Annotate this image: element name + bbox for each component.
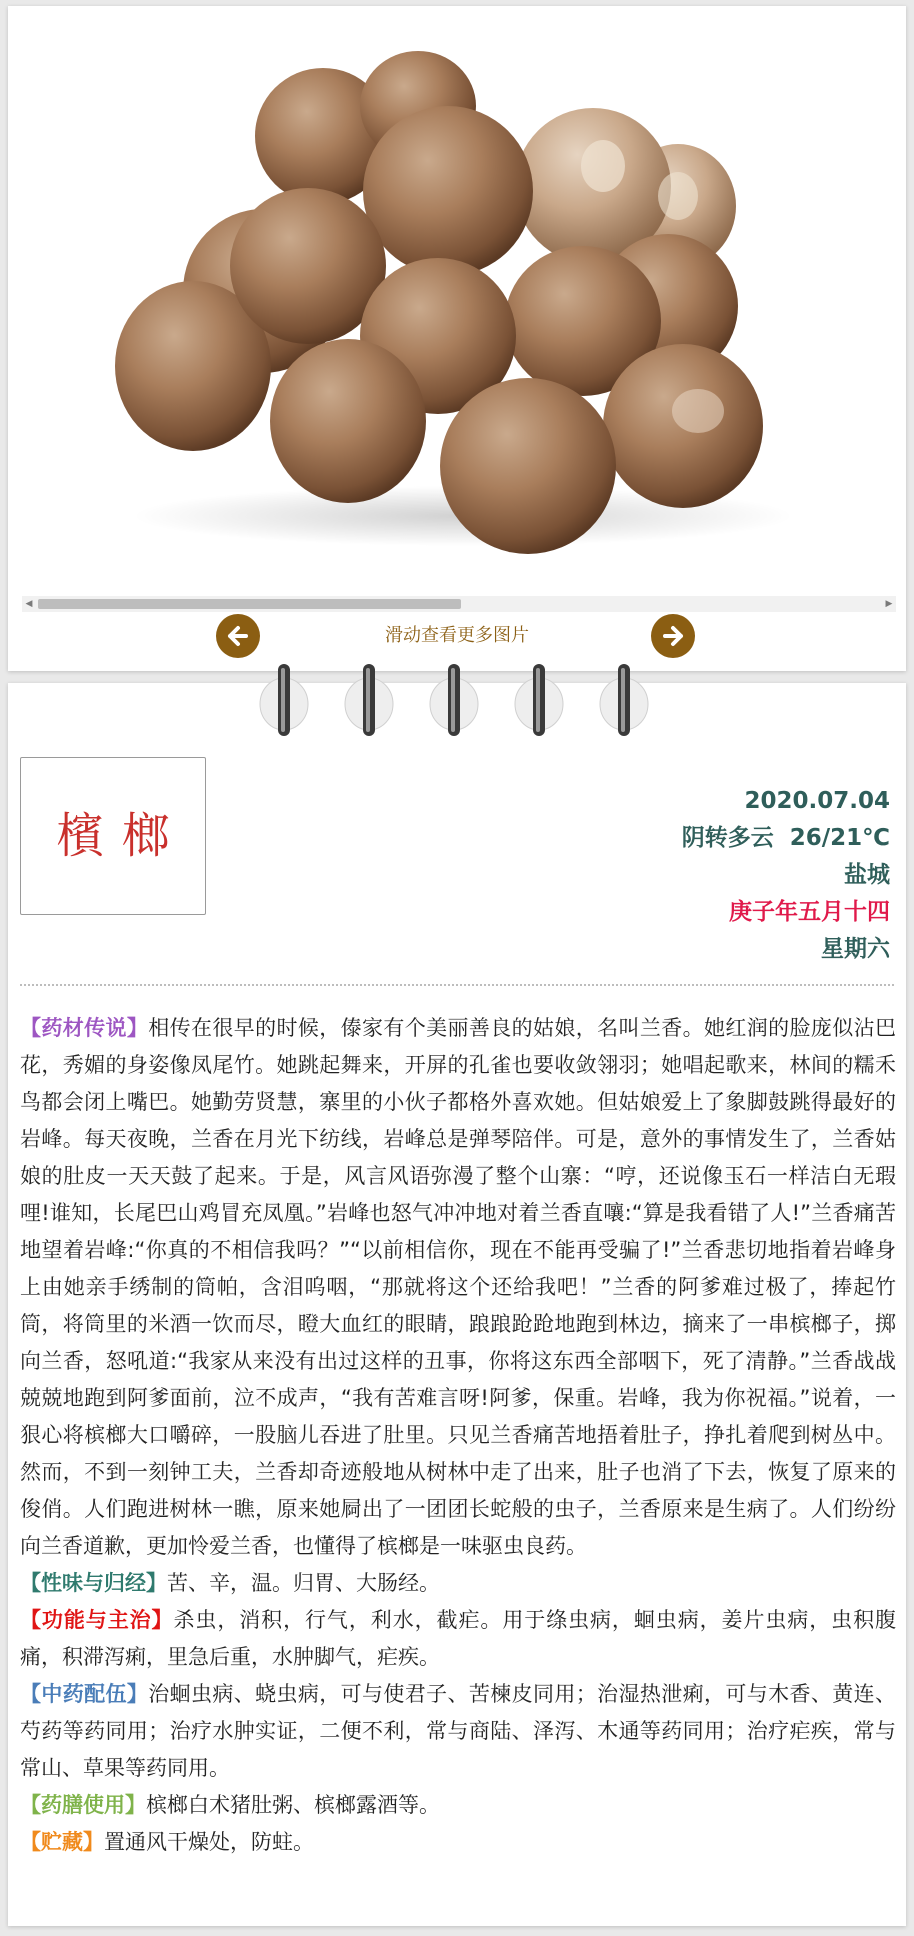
legend-section xyxy=(20,1010,896,1565)
image-carousel[interactable] xyxy=(18,16,896,591)
taste-section xyxy=(20,1565,896,1602)
herb-note-card xyxy=(8,683,906,1926)
storage-label: 【贮藏】 xyxy=(20,1830,104,1854)
combo-text: 治蛔虫病、蛲虫病，可与使君子、苦楝皮同用；治湿热泄痢，可与木香、黄连、芍药等药同用；治疗水肿实证，二便不利，常与商陆、泽泻、木通等药同用；治疗疟疾，常与常山、草果等药同用。 xyxy=(20,1682,896,1780)
function-text: 杀虫，消积，行气，利水，截疟。用于绦虫病，蛔虫病，姜片虫病，虫积腹痛，积滞泻痢，里急后重，水肿脚气，疟疾。 xyxy=(20,1608,897,1669)
arrow-right-icon xyxy=(662,625,684,647)
legend-text: 相传在很早的时候，傣家有个美丽善良的姑娘，名叫兰香。她红润的脸庞似沾巴花，秀媚的身姿像凤尾竹。她跳起舞来，开屏的孔雀也要收敛翎羽；她唱起歌来，林间的糯禾鸟都会闭上嘴巴。她勤劳贤慧，寨里的小伙子都格外喜欢她。但姑娘爱上了象脚鼓跳得最好的岩峰。每天夜晚，兰香在月光下纺线，岩峰总是弹琴陪伴。可是，意外的事情发生了，兰香姑娘的肚皮一天天鼓了起来。于是，风言风语弥漫了整个山寨：“哼，还说像玉石一样洁白无瑕哩!谁知，长尾巴山鸡冒充凤凰。”岩峰也怒气冲冲地对着兰香直嚷:“算是我看错了人!”兰香痛苦地望着岩峰:“你真的不相信我吗？”“以前相信你，现在不能再受骗了!”兰香悲切地指着岩峰身上由她亲手绣制的筒帕，含泪呜咽，“那就将这个还给我吧！”兰香的阿爹难过极了，捧起竹筒，将筒里的米酒一饮而尽，瞪大血红的眼睛，踉踉跄跄地跑到林边，摘来了一串槟榔子，掷向兰香，怒吼道:“我家从来没有出过这样的丑事，你将这东西全部咽下，死了清静。”兰香战战兢兢地跑到阿爹面前，泣不成声，“我有苦难言呀!阿爹，保重。岩峰，我为你祝福。”说着，一狠心将槟榔大口嚼碎，一股脑儿吞进了肚里。只见兰香痛苦地捂着肚子，挣扎着爬到树丛中。然而，不到一刻钟工夫，兰香却奇迹般地从树林中走了出来，肚子也消了下去，恢复了原来的俊俏。人们跑进树林一瞧，原来她屙出了一团团长蛇般的虫子，兰香原来是生病了。人们纷纷向兰香道歉，更加怜爱兰香，也懂得了槟榔是一味驱虫良药。 xyxy=(20,1016,896,1558)
image-gallery-card xyxy=(8,6,906,671)
city-text: 盐城 xyxy=(844,862,890,888)
seal-text: 檳榔 xyxy=(55,808,188,864)
weather-text: 阴转多云 26/21℃ xyxy=(681,825,890,851)
binder-ring-icon xyxy=(509,660,569,740)
binder-ring-icon xyxy=(424,660,484,740)
swipe-hint: 滑动查看更多图片 xyxy=(385,625,529,646)
scroll-left-arrow-icon[interactable]: ◀ xyxy=(25,599,33,609)
diet-section xyxy=(20,1787,896,1824)
date-text: 2020.07.04 xyxy=(744,788,890,814)
herb-name-seal xyxy=(20,757,206,915)
legend-label: 【药材传说】 xyxy=(20,1016,149,1040)
gallery-scrollbar[interactable] xyxy=(22,596,896,612)
binder-ring-icon xyxy=(594,660,654,740)
storage-section xyxy=(20,1824,896,1861)
areca-nut-photo xyxy=(18,16,896,591)
weekday-text: 星期六 xyxy=(821,936,890,962)
combo-label: 【中药配伍】 xyxy=(20,1682,149,1706)
prev-image-button[interactable] xyxy=(216,614,260,658)
storage-text: 置通风干燥处，防蛀。 xyxy=(104,1830,314,1854)
combo-section xyxy=(20,1676,896,1787)
lunar-date-text: 庚子年五月十四 xyxy=(729,899,890,925)
taste-label: 【性味与归经】 xyxy=(20,1571,167,1595)
next-image-button[interactable] xyxy=(651,614,695,658)
herb-description xyxy=(20,1010,896,1861)
scroll-right-arrow-icon[interactable]: ▶ xyxy=(885,599,893,609)
arrow-left-icon xyxy=(227,625,249,647)
function-section xyxy=(20,1602,896,1676)
binder-ring-icon xyxy=(339,660,399,740)
date-info xyxy=(682,783,890,968)
dotted-divider xyxy=(20,984,894,986)
scroll-thumb[interactable] xyxy=(38,599,461,609)
diet-text: 槟榔白术猪肚粥、槟榔露酒等。 xyxy=(146,1793,440,1817)
taste-text: 苦、辛，温。归胃、大肠经。 xyxy=(167,1571,440,1595)
diet-label: 【药膳使用】 xyxy=(20,1793,146,1817)
function-label: 【功能与主治】 xyxy=(20,1608,174,1632)
spiral-binder xyxy=(0,660,914,740)
binder-ring-icon xyxy=(254,660,314,740)
gallery-nav xyxy=(8,614,906,658)
